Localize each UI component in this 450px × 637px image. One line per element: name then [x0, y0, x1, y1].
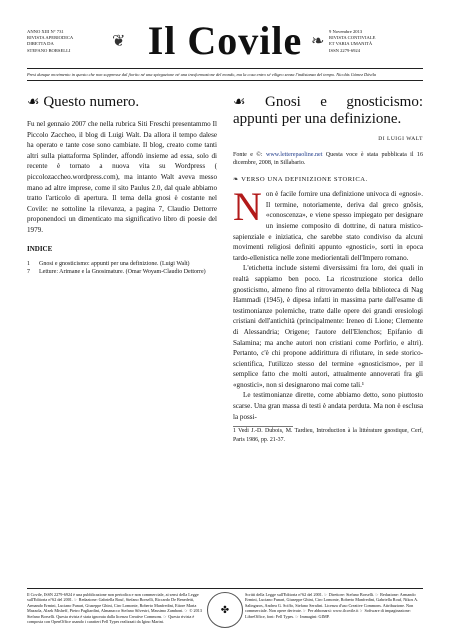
motto: Presi dunque movimento in questo che non soppresse dal fiorito né una spiegazione né una trasformazione del mondo, ma la cosa entro sé viligeo senza l'indistanza del tempo. Nicolás Gómez Dávila [27, 72, 376, 77]
masthead-right-line: RIVISTA CONTIVIALE [329, 35, 376, 41]
hedera-icon: ☙ [233, 95, 246, 110]
colophon-right: Scritti della Legge sull'Editoria n°62 del 2001. ☞ Direttore: Stefano Borselli. ☞ Redazione: Armando Ermini, Luciano Funari, Giuseppe Ghini, Ciro Lomonte, Roberto Manfredini, Gabriella Rouf, Nikos A. Salingaros, Andrea G. Sciffo, Stefano Serafini. Licenza d'uso Creative Commons. Attribuzione. Non commerciale. Non opere derivate. ☞ Per abbonarsi: www.ilcovile.it ☞ Software di impaginazione: LibreOffice, font: Fell Types. ☞ Immagini: GIMP. [245, 592, 419, 619]
masthead-right [329, 29, 424, 54]
masthead-rule [27, 68, 423, 69]
article-source [233, 151, 423, 168]
index-entry: Letture: Arimane e la Gnosimature. (Omar Woyam-Claudio Dettorre) [39, 269, 206, 276]
ornament-right-icon: ❧ [311, 33, 325, 50]
left-column [27, 94, 217, 276]
article-author: DI LUIGI WALT [378, 136, 423, 142]
index-item[interactable] [27, 268, 217, 276]
subsection-text: VERSO UNA DEFINIZIONE STORICA. [241, 175, 368, 183]
index-item[interactable] [27, 260, 217, 268]
article-paragraph: L'etichetta include sistemi diversissimi fra loro, dei quali in realtà sappiamo ben poco. La ricostruzione storica dello gnosticismo, almeno fino al ritrovamento della biblioteca di Nag Hammadi (1945), è dipesa infatti in massima parte dall'esame di testimonianze polemiche, tratte dalle opere dei grandi eresiologi cristiani dell'antichità (principalmente: Ireneo di Lione; Clemente di Alessandria; Origene; l'autore dell'Elenchos; Epifanio di Salamina; ma anche autori non cristiani come Porfirio, e altri). Pertanto, c'è chi propone addirittura di rifiutare, in sede storico-scientifica, l'utilizzo stesso del termine «gnosticismo», per il semplice fatto che molti autori, attualmente annoverati fra gli «gnostici», non si designarono mai come tali.¹ [233, 264, 423, 389]
drop-cap: N [233, 184, 262, 230]
index-page: 7 [27, 269, 30, 276]
colophon [27, 592, 423, 628]
intro-paragraph: Fu nel gennaio 2007 che nella rubrica Siti Freschi presentammo Il Piccolo Zaccheo, il blog di Luigi Walt. Da allora il tempo dalese ha operato e tante cose sono cambiate. Il blog, creato come tanti altri sulla piattaforma Splinder, affondò insieme ad essa, solo di recente è tornato a nuova vita su Wordpress ( piccolozaccheo.wordpress.com), ma intanto Walt aveva messo mano ad altre imprese, come il sito Paulus 2.0, dal quale abbiamo tratto l'articolo di apertura. Il tema della gnosi è costante nel Covile: ne sottoline la rilevanza, a pagina 7, Claudio Dettorre proponendoci un dimenticato ma significativo libro di poesie del 1979. [27, 120, 217, 234]
article-title [233, 94, 423, 128]
issue-number: ANNO XIII N° 731 [27, 29, 64, 34]
subsection-heading [233, 175, 423, 186]
colophon-left: Il Covile, ISSN 2279-6924 è una pubblicazione non periodica e non commerciale, ai sensi della Legge sull'Editoria n°62 del 2001. ☞ Redazione: Gabriella Rouf, Stefano Borselli, Riccardo De Benedetti, Armando Ermini, Luciano Funari, Giuseppe Ghini, Ciro Lomonte, Roberto Manfredini, Ettore Maria Mazzola, Alzek Misheff, Pietro Pagliardini, Almanacco Stefano Silvestri, Massimo Zamboni. ☞ © 2013 Stefano Borselli. Questa rivista è stata ignorata dalla licenza Creative Commons. ☞ Questa rivista è composta con OpenOffice usando i caratteri Fell Types realizzati da Igino Marini. [27, 592, 202, 625]
colophon-rule [27, 588, 423, 589]
issue-date: 9 Novembre 2013 [329, 29, 363, 34]
source-link[interactable]: www.letterepaoline.net [265, 151, 323, 158]
ornament-left-icon: ❦ [112, 33, 126, 50]
index-page: 1 [27, 261, 30, 268]
heading-text: Gnosi e gnosticismo: appunti per una definizione. [233, 94, 423, 127]
masthead-left-line: DIRETTA DA [27, 41, 54, 47]
index-title: INDICE [27, 244, 53, 253]
issn: ISSN 2279-6924 [329, 47, 361, 53]
masthead-left-line: RIVISTA APERIODICA [27, 35, 74, 41]
hedera-icon: ☙ [27, 95, 40, 110]
index-entry: Gnosi e gnosticismo: appunti per una definizione. (Luigi Walt) [39, 261, 190, 268]
paragraph-text: on è facile fornire una definizione univoca di «gnosi». Il termine, notoriamente, deriva dal greco gnôsis, «conoscenza», e viene spesso impiegato per designare un insieme composito di dottrine, di natura mistico-sapienziale e iniziatica, che sarebbe stato condiviso da alcuni movimenti religiosi definiti appunto «gnostici», sorti in epoca tardo-ellenistica nelle zone mediorientali dell'Impero romano. [233, 190, 423, 262]
magazine-title: Il Covile [147, 18, 303, 63]
motto-rule [27, 80, 423, 81]
right-column [233, 94, 423, 444]
section-heading-this-issue [27, 94, 217, 111]
article-paragraph [233, 184, 423, 263]
article-paragraph: Le testimonianze dirette, come abbiamo detto, sono piuttosto scarse. Una gran massa di testi è andata perduta. Ma non è esclusa la possi- [233, 391, 423, 421]
source-prefix: Fonte e ©: [233, 151, 266, 158]
masthead-right-line: ET VARIA UMANITÀ [329, 41, 373, 47]
masthead-left [27, 29, 107, 54]
index-list [27, 260, 217, 276]
source-note: Questa voce è stata pubblicata il 16 dicembre, 2008, in Sillabario. [233, 151, 423, 167]
hedera-icon: ❧ [233, 175, 240, 183]
footnote: 1 Vedi J.-D. Dubois, M. Tardieu, Introduction à la littérature gnostique, Cerf, Paris 1986, pp. 21-37. [233, 428, 423, 443]
editor-name: STEFANO BORSELLI [27, 47, 71, 53]
heading-text: Questo numero. [43, 94, 140, 110]
publisher-logo-icon: ✤ [207, 592, 243, 628]
